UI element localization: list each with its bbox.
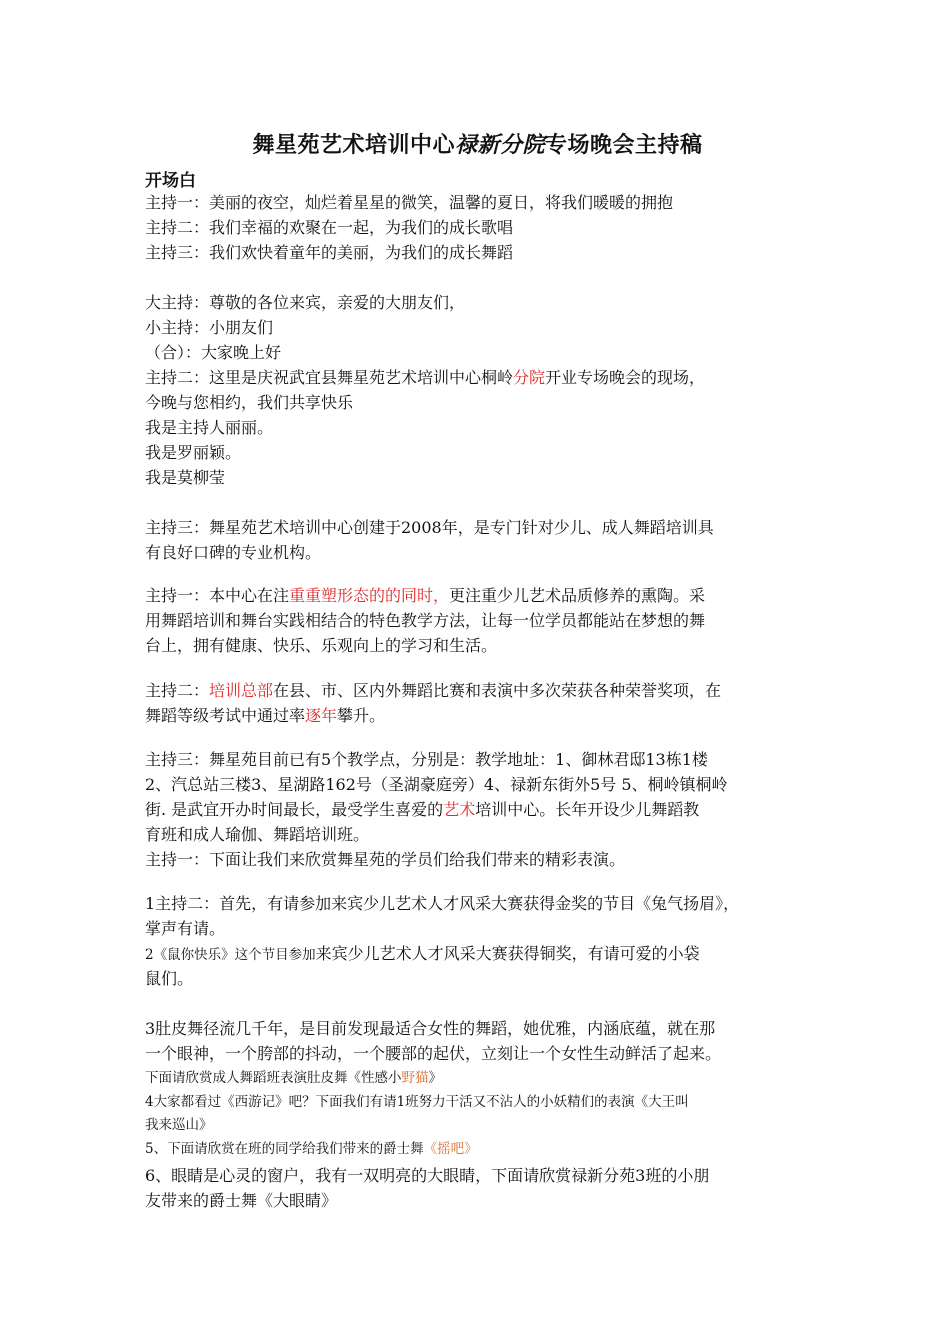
paragraph-line: 大主持：尊敬的各位来宾，亲爱的大朋友们，: [145, 293, 466, 312]
paragraph-line: 今晚与您相约，我们共享快乐: [145, 393, 354, 412]
highlight-text: 《摇吧》: [423, 1141, 478, 1157]
section-heading: 开场白: [145, 171, 196, 191]
paragraph-line: 一个眼神，一个胯部的抖动，一个腰部的起伏，立刻让一个女性生动鲜活了起来。: [145, 1044, 722, 1063]
paragraph-line: 我来巡山》: [145, 1117, 213, 1133]
title-text-end: 专场晚会主持稿: [545, 132, 703, 158]
paragraph-line: 主持三：我们欢快着童年的美丽，为我们的成长舞蹈: [145, 243, 514, 262]
paragraph-line: 下面请欣赏成人舞蹈班表演肚皮舞《性感小野猫》: [145, 1070, 442, 1086]
paragraph-line: 4大家都看过《西游记》吧？下面我们有请1班努力干活又不沾人的小妖精们的表演《大王叫: [145, 1094, 689, 1110]
paragraph-line: 2、汽总站三楼3、星湖路162号（圣湖豪庭旁）4、禄新东街外5号 5、桐岭镇桐岭: [145, 775, 728, 794]
paragraph-line: 主持三：舞星苑目前已有5个教学点，分别是：教学地址：1、御林君邸13栋1楼: [145, 750, 708, 769]
paragraph-line: 主持一：美丽的夜空，灿烂着星星的微笑，温馨的夏日，将我们暖暖的拥抱: [145, 193, 674, 212]
title-italic-text: 禄新分院: [454, 132, 545, 158]
paragraph-line: 主持二：我们幸福的欢聚在一起，为我们的成长歌唱: [145, 218, 514, 237]
paragraph-line: 友带来的爵士舞《大眼睛》: [145, 1191, 338, 1210]
highlight-text: 分院: [513, 368, 546, 387]
paragraph-line: 6、眼睛是心灵的窗户，我有一双明亮的大眼睛，下面请欣赏禄新分苑3班的小朋: [145, 1166, 710, 1185]
highlight-text: 艺术: [443, 800, 476, 819]
paragraph-line: 主持一：本中心在注重重塑形态的的同时，更注重少儿艺术品质修养的熏陶。采: [145, 586, 706, 605]
paragraph-line: 我是莫柳莹: [145, 468, 226, 487]
paragraph-line: 掌声有请。: [145, 919, 226, 938]
paragraph-line: 有良好口碑的专业机构。: [145, 543, 322, 562]
paragraph-line: 街. 是武宜开办时间最长，最受学生喜爱的艺术培训中心。长年开设少儿舞蹈教: [145, 800, 700, 819]
paragraph-line: （合）：大家晚上好: [145, 343, 282, 362]
paragraph-line: 2《鼠你快乐》这个节目参加来宾少儿艺术人才风采大赛获得铜奖，有请可爱的小袋: [145, 944, 700, 963]
document-title: [145, 128, 810, 159]
paragraph-line: 5、下面请欣赏在班的同学给我们带来的爵士舞《摇吧》: [145, 1141, 478, 1157]
paragraph-line: 我是罗丽颖。: [145, 443, 242, 462]
highlight-text: 野猫: [401, 1070, 429, 1086]
paragraph-line: 舞蹈等级考试中通过率逐年攀升。: [145, 706, 386, 725]
paragraph-line: 我是主持人丽丽。: [145, 418, 274, 437]
paragraph-line: 台上，拥有健康、快乐、乐观向上的学习和生活。: [145, 636, 498, 655]
paragraph-line: 小主持：小朋友们: [145, 318, 274, 337]
paragraph-line: 主持二：这里是庆祝武宜县舞星苑艺术培训中心桐岭分院开业专场晚会的现场，: [145, 368, 706, 387]
paragraph-line: 主持三：舞星苑艺术培训中心创建于2008年，是专门针对少儿、成人舞蹈培训具: [145, 518, 714, 537]
highlight-text: 逐年: [305, 706, 338, 725]
paragraph-line: 主持一：下面让我们来欣赏舞星苑的学员们给我们带来的精彩表演。: [145, 850, 626, 869]
paragraph-line: 主持二：培训总部在县、市、区内外舞蹈比赛和表演中多次荣获各种荣誉奖项，在: [145, 681, 722, 700]
highlight-text: 培训总部: [209, 681, 274, 700]
title-text: 舞星苑艺术培训中心: [252, 132, 455, 158]
highlight-text: 重重塑形态的的同时，: [289, 586, 450, 605]
paragraph-line: 鼠们。: [145, 969, 194, 988]
paragraph-line: 1主持二：首先，有请参加来宾少儿艺术人才风采大赛获得金奖的节目《兔气扬眉》，: [145, 894, 740, 913]
paragraph-line: 用舞蹈培训和舞台实践相结合的特色教学方法，让每一位学员都能站在梦想的舞: [145, 611, 706, 630]
paragraph-line: 3肚皮舞径流几千年，是目前发现最适合女性的舞蹈，她优雅，内涵底蕴，就在那: [145, 1019, 716, 1038]
paragraph-line: 育班和成人瑜伽、舞蹈培训班。: [145, 825, 370, 844]
